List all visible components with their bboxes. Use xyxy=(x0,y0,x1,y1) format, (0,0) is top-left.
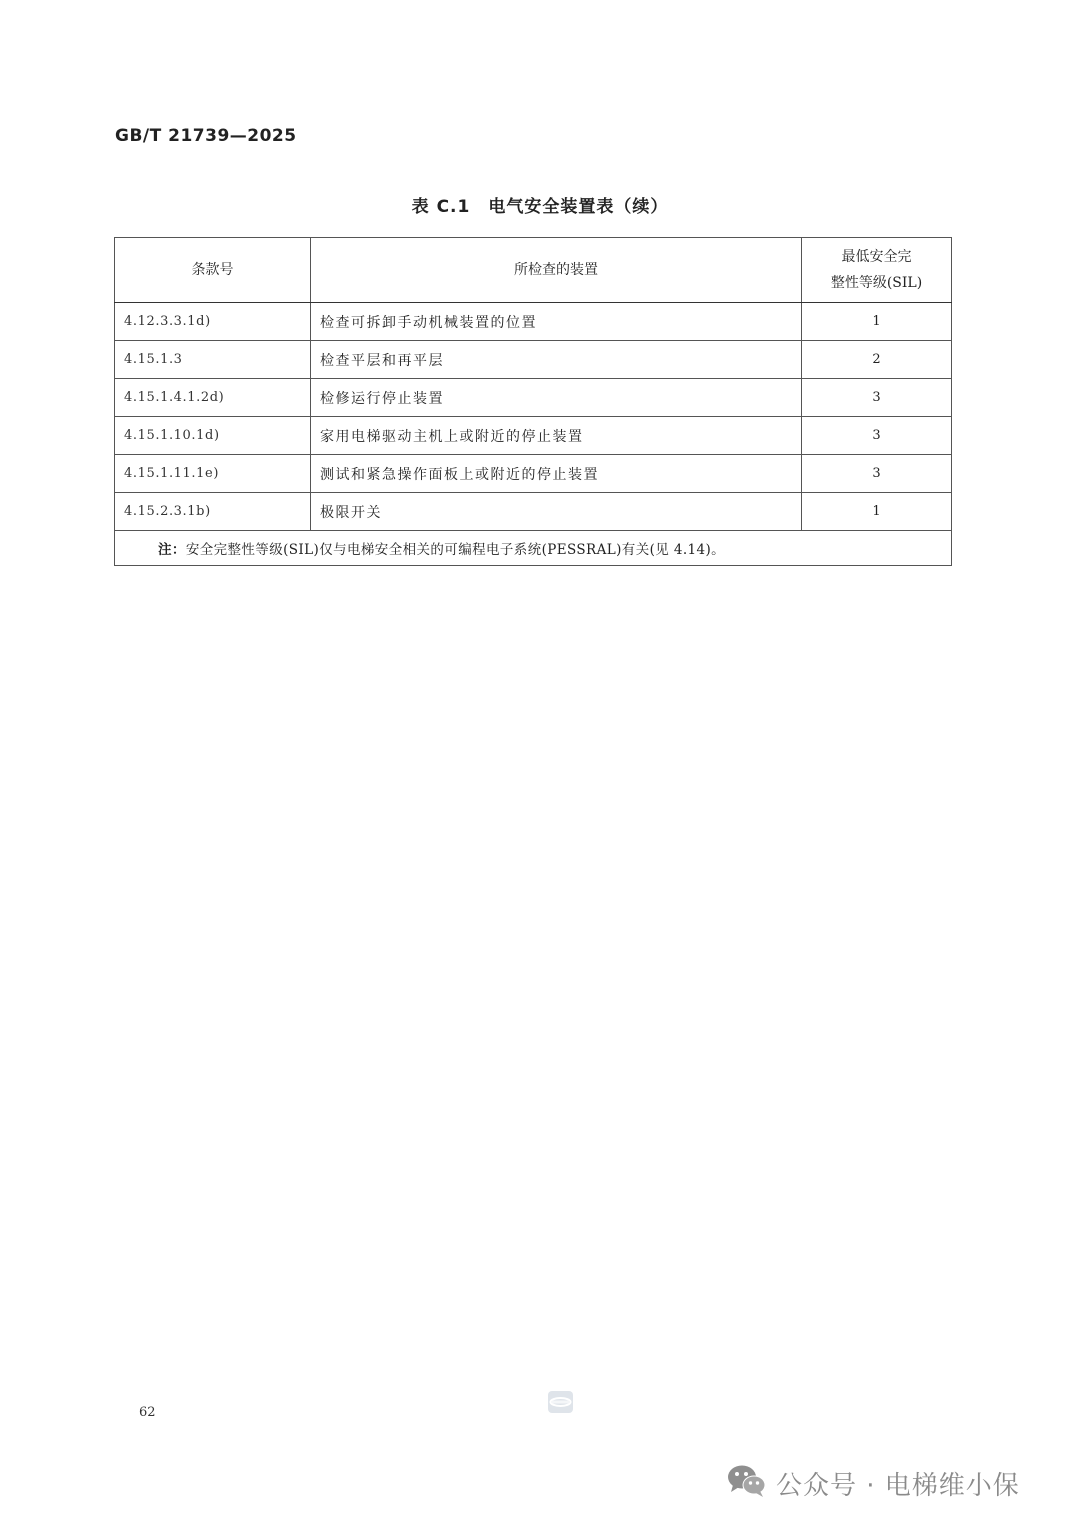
safety-device-table xyxy=(114,237,951,566)
table-header-row xyxy=(115,238,952,303)
table-row xyxy=(115,303,952,341)
table-title: 表 C.1 电气安全装置表（续） xyxy=(411,197,669,217)
table-row xyxy=(115,417,952,455)
clause-cell: 4.12.3.3.1d) xyxy=(115,303,311,341)
table-row xyxy=(115,493,952,531)
column-header-device: 所检查的装置 xyxy=(311,238,802,303)
page-number: 62 xyxy=(139,1405,156,1420)
device-cell: 家用电梯驱动主机上或附近的停止装置 xyxy=(311,417,802,455)
column-header-sil xyxy=(802,238,952,303)
device-cell: 检查可拆卸手动机械装置的位置 xyxy=(311,303,802,341)
device-cell: 检修运行停止装置 xyxy=(311,379,802,417)
column-header-clause: 条款号 xyxy=(115,238,311,303)
standard-code: GB/T 21739—2025 xyxy=(115,126,297,146)
sil-cell: 2 xyxy=(802,341,952,379)
table-row xyxy=(115,341,952,379)
table-note-row xyxy=(115,531,952,566)
column-header-sil-line1: 最低安全完 xyxy=(841,249,912,265)
watermark xyxy=(726,1463,1020,1503)
sil-cell: 3 xyxy=(802,455,952,493)
sac-logo-icon xyxy=(546,1390,575,1414)
column-header-sil-line2: 整性等级(SIL) xyxy=(830,275,923,291)
sil-cell: 1 xyxy=(802,493,952,531)
note-text: 安全完整性等级(SIL)仅与电梯安全相关的可编程电子系统(PESSRAL)有关(见 4.14)。 xyxy=(185,542,726,558)
watermark-text: 公众号 · 电梯维小保 xyxy=(776,1470,1020,1501)
sil-cell: 3 xyxy=(802,379,952,417)
table-row xyxy=(115,455,952,493)
clause-cell: 4.15.1.3 xyxy=(115,341,311,379)
device-cell: 测试和紧急操作面板上或附近的停止装置 xyxy=(311,455,802,493)
note-label: 注： xyxy=(158,542,186,558)
clause-cell: 4.15.1.10.1d) xyxy=(115,417,311,455)
table-row xyxy=(115,379,952,417)
sil-cell: 3 xyxy=(802,417,952,455)
sil-cell: 1 xyxy=(802,303,952,341)
clause-cell: 4.15.1.4.1.2d) xyxy=(115,379,311,417)
clause-cell: 4.15.1.11.1e) xyxy=(115,455,311,493)
table-note xyxy=(115,531,952,566)
wechat-icon xyxy=(726,1463,768,1503)
clause-cell: 4.15.2.3.1b) xyxy=(115,493,311,531)
device-cell: 极限开关 xyxy=(311,493,802,531)
device-cell: 检查平层和再平层 xyxy=(311,341,802,379)
